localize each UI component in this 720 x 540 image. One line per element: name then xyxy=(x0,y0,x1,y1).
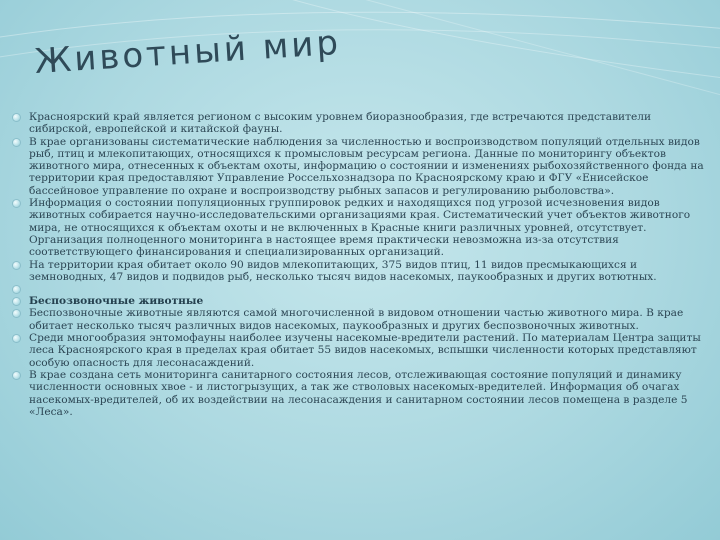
list-item-text: В крае организованы систематические наблюдения за численностью и воспроизводством популяций отдельных видов рыб, птиц и млекопитающих, относящихся к промысловым ресурсам региона. Данные по мониторингу объектов животного мира, отнесенных к объектам охоты, информацию о состоянии и изменениях рыбохозяйственного фонда на территории края предоставляют Управление Россельхознадзора по Красноярскому краю и ФГУ «Енисейское бассейновое управление по охране и воспроизводству рыбных запасов и регулированию рыболовства». xyxy=(29,135,704,197)
bullet-icon xyxy=(13,335,20,342)
list-item xyxy=(12,136,712,197)
list-item xyxy=(12,111,712,136)
bullet-icon xyxy=(13,262,20,269)
bullet-icon xyxy=(13,310,20,317)
bullet-list xyxy=(12,111,712,418)
list-item-text: В крае создана сеть мониторинга санитарного состояния лесов, отслеживающая состояние популяций и динамику численности основных хвое - и листогрызущих, а так же стволовых насекомых-вредителей. Информация об очагах насекомых-вредителей, об их воздействии на лесонасаждения и санитарном состоянии лесов помещена в разделе 5 «Леса». xyxy=(29,368,688,418)
bullet-icon xyxy=(13,139,20,146)
list-item-text: На территории края обитает около 90 видов млекопитающих, 375 видов птиц, 11 видов пресмыкающихся и земноводных, 47 видов и подвидов рыб, несколько тысяч видов насекомых, паукообразных и других вотютных. xyxy=(29,258,657,283)
slide-title: Животный мир xyxy=(33,22,343,82)
bullet-icon xyxy=(13,372,20,379)
list-item xyxy=(12,197,712,258)
list-item xyxy=(12,332,712,369)
list-item-text: Среди многообразия энтомофауны наиболее изучены насекомые-вредители растений. По материалам Центра защиты леса Красноярского края в пределах края обитает 55 видов насекомых, вспышки численности которых представляют особую опасность для лесонасаждений. xyxy=(29,332,701,369)
bullet-icon xyxy=(13,200,20,207)
bullet-icon xyxy=(13,298,20,305)
list-item xyxy=(12,259,712,284)
list-item-text: Красноярский край является регионом с высоким уровнем биоразнообразия, где встречаются представители сибирской, европейской и китайской фауны. xyxy=(29,111,652,136)
bullet-icon xyxy=(13,114,20,121)
section-heading: Беспозвоночные животные xyxy=(29,295,204,308)
list-item-empty xyxy=(12,283,712,295)
bullet-icon xyxy=(13,286,20,293)
list-item xyxy=(12,369,712,418)
list-item xyxy=(12,307,712,332)
list-item-heading xyxy=(12,295,712,307)
list-item-text: Беспозвоночные животные являются самой многочисленной в видовом отношении частью животного мира. В крае обитает несколько тысяч различных видов насекомых, паукообразных и других беспозвоночных животных. xyxy=(29,307,684,332)
list-item-text: Информация о состоянии популяционных группировок редких и находящихся под угрозой исчезновения видов животных собирается научно-исследовательскими организациями края. Систематический учет объектов животного мира, не относящихся к объектам охоты и не включенных в Красные книги различных уровней, отсутствует. Организация полноценного мониторинга в настоящее время практически невозможна из-за отсутствия соответствующего финансирования и специализированных организаций. xyxy=(29,197,691,259)
